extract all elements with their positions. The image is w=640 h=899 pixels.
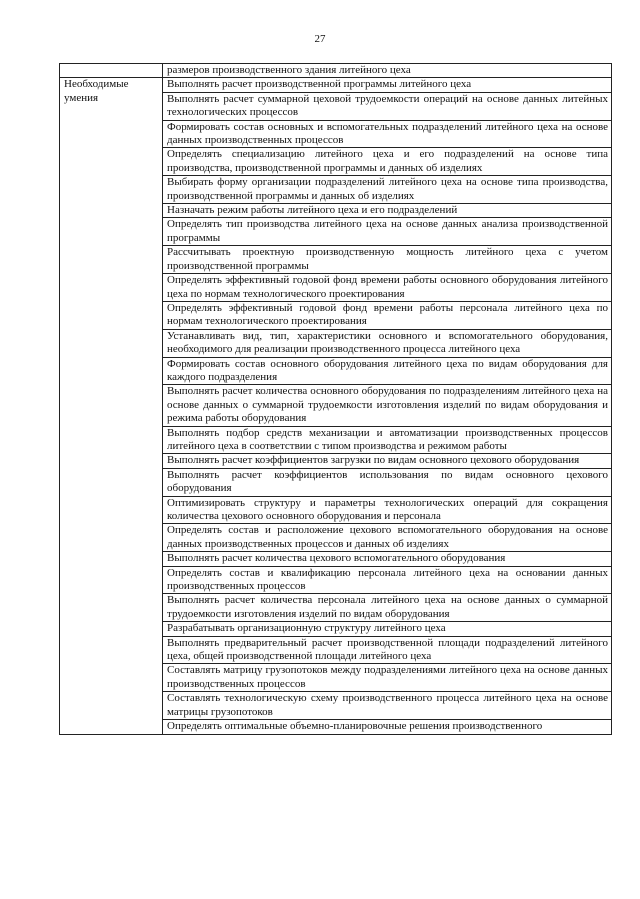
skill-text-cell: Определять эффективный годовой фонд времени работы основного оборудования литейного цеха по нормам технологического проектирования — [163, 274, 612, 302]
skill-text-cell: Выполнять расчет коэффициентов загрузки по видам основного цехового оборудования — [163, 454, 612, 468]
skill-text-cell: Устанавливать вид, тип, характеристики основного и вспомогательного оборудования, необходимого для реализации производственного процесса литейного цеха — [163, 329, 612, 357]
skill-text-cell: Составлять технологическую схему производственного процесса литейного цеха на основе матрицы грузопотоков — [163, 692, 612, 720]
skill-text-cell: Разрабатывать организационную структуру литейного цеха — [163, 622, 612, 636]
skill-text-cell: Выполнять подбор средств механизации и автоматизации производственных процессов литейного цеха в соответствии с типом производства и режимом работы — [163, 426, 612, 454]
row-label-cell-empty — [60, 64, 163, 78]
skill-text-cell: Выполнять расчет количества цехового вспомогательного оборудования — [163, 552, 612, 566]
skill-text-cell: Определять оптимальные объемно-планировочные решения производственного — [163, 720, 612, 734]
table-row — [60, 64, 612, 78]
skill-text-cell: Выполнять предварительный расчет производственной площади подразделений литейного цеха, общей производственной площади литейного цеха — [163, 636, 612, 664]
skill-text-cell: Выполнять расчет количества персонала литейного цеха на основе данных о суммарной трудоемкости изготовления изделий по видам оборудования — [163, 594, 612, 622]
skill-text-cell: Оптимизировать структуру и параметры технологических операций для сокращения количества цехового основного оборудования и персонала — [163, 496, 612, 524]
page-number: 27 — [314, 33, 326, 45]
skill-text-cell: Определять эффективный годовой фонд времени работы персонала литейного цеха по нормам технологического проектирования — [163, 301, 612, 329]
skill-text-cell: Определять тип производства литейного цеха на основе данных анализа производственной программы — [163, 218, 612, 246]
skills-table — [59, 63, 612, 735]
table-row — [60, 78, 612, 92]
skill-text-cell: Выполнять расчет количества основного оборудования по подразделениям литейного цеха на основе данных о суммарной трудоемкости изготовления изделий по видам оборудования и режима работы оборудования — [163, 385, 612, 426]
skill-text-cell: Формировать состав основного оборудования литейного цеха по видам оборудования для каждого подразделения — [163, 357, 612, 385]
skills-table-body — [60, 64, 612, 735]
skill-text-cell: Выполнять расчет производственной программы литейного цеха — [163, 78, 612, 92]
skill-text-cell: Определять состав и расположение цехового вспомогательного оборудования на основе данных производственных процессов и данных об изделиях — [163, 524, 612, 552]
skill-text-cell: Определять состав и квалификацию персонала литейного цеха на основании данных производственных процессов — [163, 566, 612, 594]
skill-text-cell: Выбирать форму организации подразделений литейного цеха на основе типа производства, производственной программы и данных об изделиях — [163, 176, 612, 204]
skill-text-cell: Назначать режим работы литейного цеха и его подразделений — [163, 204, 612, 218]
skill-text-cell: Определять специализацию литейного цеха и его подразделений на основе типа производства, производственной программы и данных об изделиях — [163, 148, 612, 176]
row-label-skills: Необходимые умения — [60, 78, 163, 734]
skill-text-cell: Выполнять расчет суммарной цеховой трудоемкости операций на основе данных литейных технологических процессов — [163, 92, 612, 120]
skill-text-cell: Выполнять расчет коэффициентов использования по видам основного цехового оборудования — [163, 468, 612, 496]
skill-text-cell: Составлять матрицу грузопотоков между подразделениями литейного цеха на основе данных производственных процессов — [163, 664, 612, 692]
skill-text-cell: размеров производственного здания литейного цеха — [163, 64, 612, 78]
skill-text-cell: Рассчитывать проектную производственную мощность литейного цеха с учетом производственной программы — [163, 246, 612, 274]
skill-text-cell: Формировать состав основных и вспомогательных подразделений литейного цеха на основе данных производственных процессов — [163, 120, 612, 148]
